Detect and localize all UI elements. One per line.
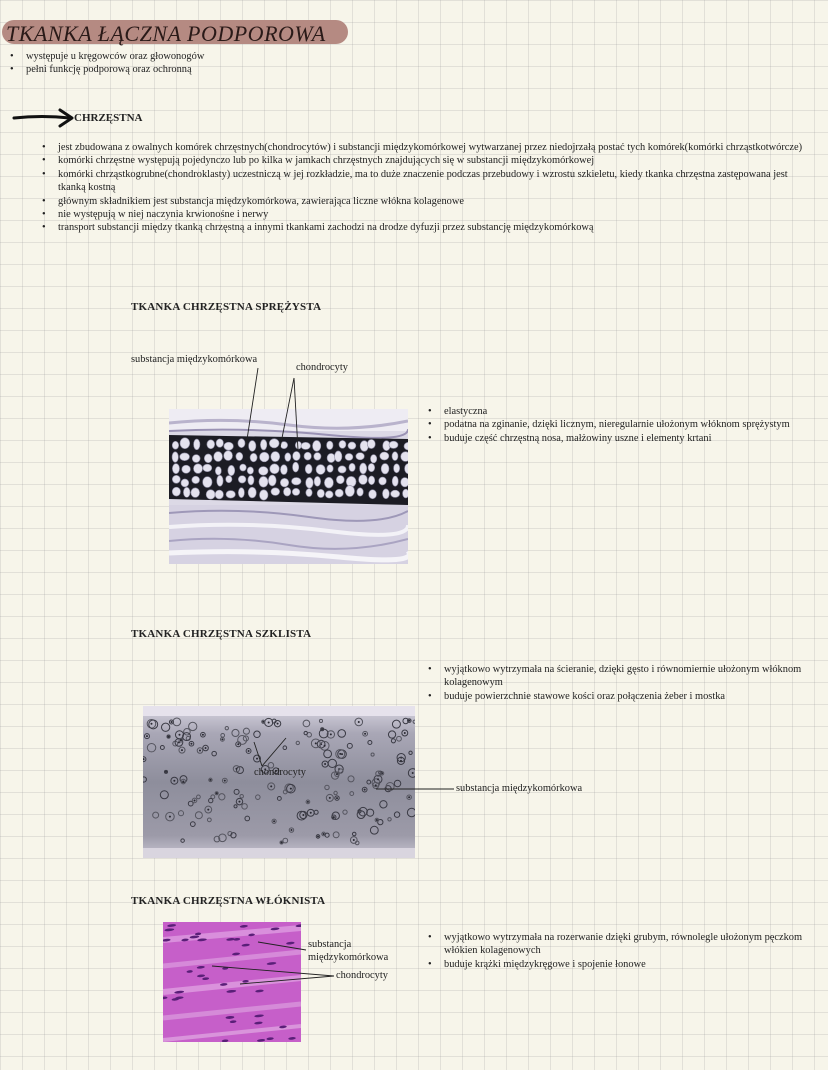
list-item: • jest zbudowana z owalnych komórek chrzęstnych(chondrocytów) i substancji międzykomórkowej wytwarzanej przez niedojrzałą postać tych komórek(komórki chrząstkotwórcze) (42, 141, 812, 154)
label-chondrocytes-hyaline: chondrocyty (254, 767, 306, 778)
list-item: • wyjątkowo wytrzymała na rozerwanie dzięki grubym, równolegle ułożonym pęczkom włókien kolagenowych (428, 931, 813, 958)
szklista-list (428, 663, 808, 703)
label-chondrocytes: chondrocyty (296, 362, 348, 373)
list-item: • wyjątkowo wytrzymała na ścieranie, dzięki gęsto i równomiernie ułożonym włóknom kolagenowym (428, 663, 808, 690)
list-item: • głównym składnikiem jest substancja międzykomórkowa, zawierająca liczne włókna kolagenowe (42, 195, 812, 208)
chrzestna-list (42, 141, 812, 235)
wloknista-list (428, 931, 813, 971)
list-item: • komórki chrząstkogrubne(chondroklasty) uczestniczą w jej rozkładzie, ma to duże znaczenie podczas przebudowy i wzrostu szkieletu, kiedy tkanka chrzęstna zastępowana jest tkanką kostną (42, 168, 812, 195)
list-item: • transport substancji między tkanką chrzęstną a innymi tkankami zachodzi na drodze dyfuzji przez substancję międzykomórkową (42, 221, 812, 234)
list-item: • nie występują w niej naczynia krwionośne i nerwy (42, 208, 812, 221)
page-title: TKANKA ŁĄCZNA PODPOROWA (6, 21, 326, 46)
list-item: • elastyczna (428, 405, 818, 418)
list-item: • podatna na zginanie, dzięki licznym, nieregularnie ułożonym włóknom sprężystym (428, 418, 818, 431)
section-heading-chrzestna: CHRZĘSTNA (74, 112, 143, 124)
sprezysta-list (428, 405, 818, 445)
pointer-line (376, 786, 456, 792)
list-item: • buduje część chrzęstną nosa, małżowiny uszne i elementy krtani (428, 432, 818, 445)
list-item: • buduje krążki międzykręgowe i spojenie łonowe (428, 958, 813, 971)
list-item: • występuje u kręgowców oraz głowonogów (10, 50, 410, 63)
intro-list (10, 50, 410, 77)
list-item: • komórki chrzęstne występują pojedynczo lub po kilka w jamkach chrzęstnych znajdujących się w substancji międzykomórkowej (42, 154, 812, 167)
label-substance-hyaline: substancja międzykomórkowa (456, 783, 583, 794)
list-item: • pełni funkcję podporową oraz ochronną (10, 63, 410, 76)
label-chondrocytes-fibrous: chondrocyty (336, 970, 388, 981)
pointer-lines (240, 734, 300, 774)
hyaline-cartilage-photo (143, 706, 415, 858)
list-item: • buduje powierzchnie stawowe kości oraz połączenia żeber i mostka (428, 690, 808, 703)
label-substance: substancja międzykomórkowa (131, 354, 258, 365)
right-arrow-icon (12, 108, 76, 128)
section-heading-wloknista: TKANKA CHRZĘSTNA WŁÓKNISTA (131, 895, 326, 907)
section-heading-sprezysta: TKANKA CHRZĘSTNA SPRĘŻYSTA (131, 301, 322, 313)
pointer-lines (230, 366, 310, 456)
section-heading-szklista: TKANKA CHRZĘSTNA SZKLISTA (131, 628, 312, 640)
label-substance-fibrous-2: międzykomórkowa (308, 952, 389, 963)
label-substance-fibrous-1: substancja (308, 939, 352, 950)
